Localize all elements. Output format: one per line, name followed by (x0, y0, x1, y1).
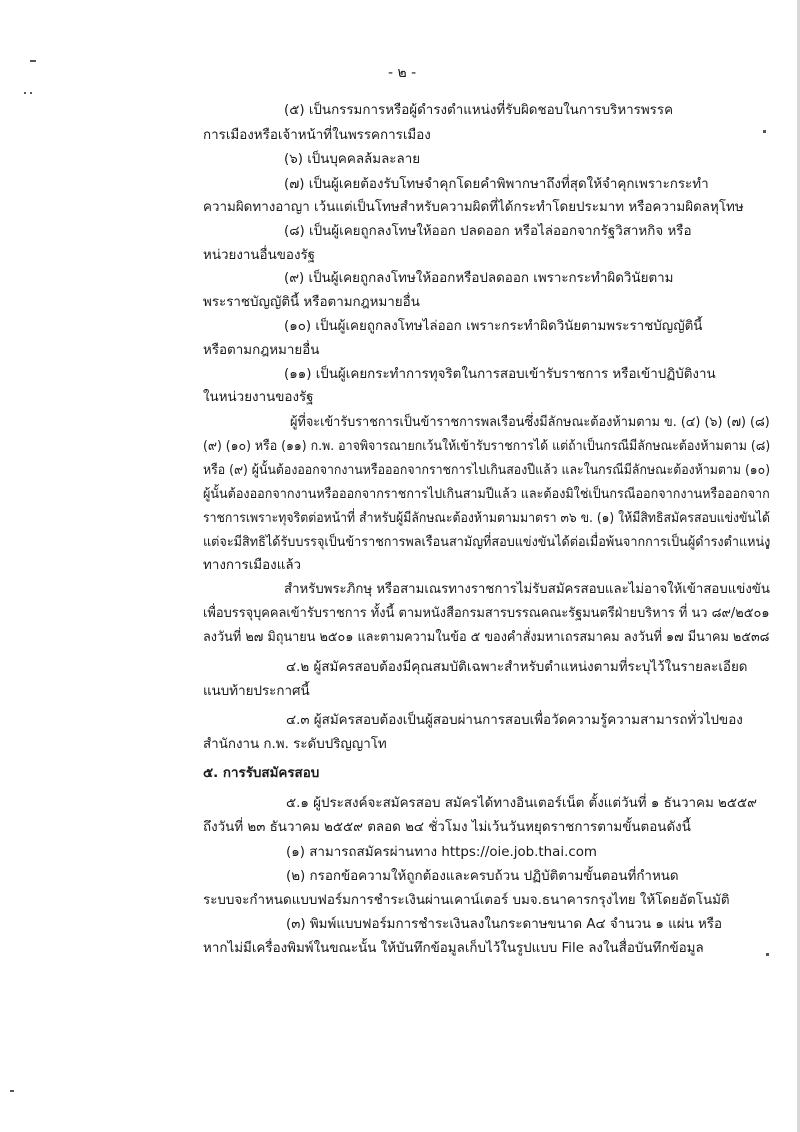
text-line: ทางการเมืองแล้ว (203, 558, 302, 573)
text-line: สำหรับพระภิกษุ หรือสามเณรทางราชการไม่รับสมัครสอบและไม่อาจให้เข้าสอบแข่งขัน (284, 582, 770, 597)
page-number: - ๒ - (388, 65, 417, 81)
scan-speck (10, 1090, 14, 1092)
scan-speck (30, 60, 36, 62)
text-line: ผู้ที่จะเข้ารับราชการเป็นข้าราชการพลเรือนซึ่งมีลักษณะต้องห้ามตาม ข. (๔) (๖) (๗) (๘) (290, 415, 770, 430)
scan-speck (766, 953, 769, 956)
text-line: (๓) พิมพ์แบบฟอร์มการชำระเงินลงในกระดาษขนาด A๔ จำนวน ๑ แผ่น หรือ (286, 917, 723, 932)
text-line: (๘) เป็นผู้เคยถูกลงโทษให้ออก ปลดออก หรือไล่ออกจากรัฐวิสาหกิจ หรือ (284, 224, 692, 239)
text-line: ระบบจะกำหนดแบบฟอร์มการชำระเงินผ่านเคาน์เตอร์ บมจ.ธนาคารกรุงไทย ให้โดยอัตโนมัติ (203, 893, 730, 908)
text-line: หรือ (๙) ผู้นั้นต้องออกจากงานหรือออกจากราชการไปเกินสองปีแล้ว และในกรณีมีลักษณะต้องห้ามตาม (๑๐) (203, 463, 771, 478)
text-line: ๔.๒ ผู้สมัครสอบต้องมีคุณสมบัติเฉพาะสำหรับตำแหน่งตามที่ระบุไว้ในรายละเอียด (286, 660, 748, 675)
text-line: (๕) เป็นกรรมการหรือผู้ดำรงตำแหน่งที่รับผิดชอบในการบริหารพรรค (284, 103, 674, 118)
text-line: แต่จะมีสิทธิได้รับบรรจุเป็นข้าราชการพลเรือนสามัญที่สอบแข่งขันได้ต่อเมื่อพ้นจากการเป็นผู้ดำรงตำแหน่ง (203, 535, 771, 550)
text-line: ในหน่วยงานของรัฐ (203, 390, 314, 405)
text-line: (๙) (๑๐) หรือ (๑๑) ก.พ. อาจพิจารณายกเว้นให้เข้ารับราชการได้ แต่ถ้าเป็นกรณีมีลักษณะต้องห้ามตาม (๘) (203, 439, 771, 454)
text-line: ถึงวันที่ ๒๓ ธันวาคม ๒๕๕๙ ตลอด ๒๔ ชั่วโมง ไม่เว้นวันหยุดราชการตามขั้นตอนดังนี้ (203, 820, 691, 835)
text-line: หน่วยงานอื่นของรัฐ (203, 248, 316, 263)
text-line: หรือตามกฎหมายอื่น (203, 343, 320, 358)
text-line: เพื่อบรรจุบุคคลเข้ารับราชการ ทั้งนี้ ตามหนังสือกรมสารบรรณคณะรัฐมนตรีฝ่ายบริหาร ที่ นว ๘๙/๒๕๐๑ (203, 606, 770, 621)
scan-speck (30, 92, 32, 94)
text-line: (๒) กรอกข้อความให้ถูกต้องและครบถ้วน ปฏิบัติตามขั้นตอนที่กำหนด (286, 869, 679, 884)
section-heading: ๕. การรับสมัครสอบ (203, 766, 320, 781)
text-line: ๕.๑ ผู้ประสงค์จะสมัครสอบ สมัครได้ทางอินเตอร์เน็ต ตั้งแต่วันที่ ๑ ธันวาคม ๒๕๕๙ (286, 796, 757, 811)
scan-speck (24, 92, 26, 94)
text-line: ผู้นั้นต้องออกจากงานหรือออกจากราชการไปเกินสามปีแล้ว และต้องมิใช่เป็นกรณีออกจากงานหรือออกจาก (203, 487, 770, 502)
text-line: แนบท้ายประกาศนี้ (203, 684, 310, 699)
text-line: ลงวันที่ ๒๗ มิถุนายน ๒๕๐๑ และตามความในข้อ ๕ ของคำสั่งมหาเถรสมาคม ลงวันที่ ๑๗ มีนาคม ๒๕๓๘ (203, 630, 770, 645)
text-line: พระราชบัญญัตินี้ หรือตามกฎหมายอื่น (203, 295, 420, 310)
text-line: (๙) เป็นผู้เคยถูกลงโทษให้ออกหรือปลดออก เพราะกระทำผิดวินัยตาม (284, 271, 674, 286)
text-line: (๖) เป็นบุคคลล้มละลาย (284, 152, 421, 167)
text-line: (๑) สามารถสมัครผ่านทาง https://oie.job.thai.com (286, 845, 597, 860)
text-line: ๔.๓ ผู้สมัครสอบต้องเป็นผู้สอบผ่านการสอบเพื่อวัดความรู้ความสามารถทั่วไปของ (286, 713, 743, 728)
text-line: (๑๑) เป็นผู้เคยกระทำการทุจริตในการสอบเข้ารับราชการ หรือเข้าปฏิบัติงาน (284, 367, 716, 382)
text-line: ราชการเพราะทุจริตต่อหน้าที่ สำหรับผู้มีลักษณะต้องห้ามตามมาตรา ๓๖ ข. (๑) ให้มีสิทธิสมัครสอบแข่งขันได้ (203, 511, 771, 526)
text-line: หากไม่มีเครื่องพิมพ์ในขณะนั้น ให้บันทึกข้อมูลเก็บไว้ในรูปแบบ File ลงในสื่อบันทึกข้อมูล (203, 941, 704, 956)
text-line: การเมืองหรือเจ้าหน้าที่ในพรรคการเมือง (203, 128, 431, 143)
text-line: สำนักงาน ก.พ. ระดับปริญญาโท (203, 737, 387, 752)
text-line: (๗) เป็นผู้เคยต้องรับโทษจำคุกโดยคำพิพากษาถึงที่สุดให้จำคุกเพราะกระทำ (284, 177, 709, 192)
text-line: ความผิดทางอาญา เว้นแต่เป็นโทษสำหรับความผิดที่ได้กระทำโดยประมาท หรือความผิดลหุโทษ (203, 200, 744, 215)
scan-speck (763, 130, 766, 133)
text-line: (๑๐) เป็นผู้เคยถูกลงโทษไล่ออก เพราะกระทำผิดวินัยตามพระราชบัญญัตินี้ (284, 319, 703, 334)
